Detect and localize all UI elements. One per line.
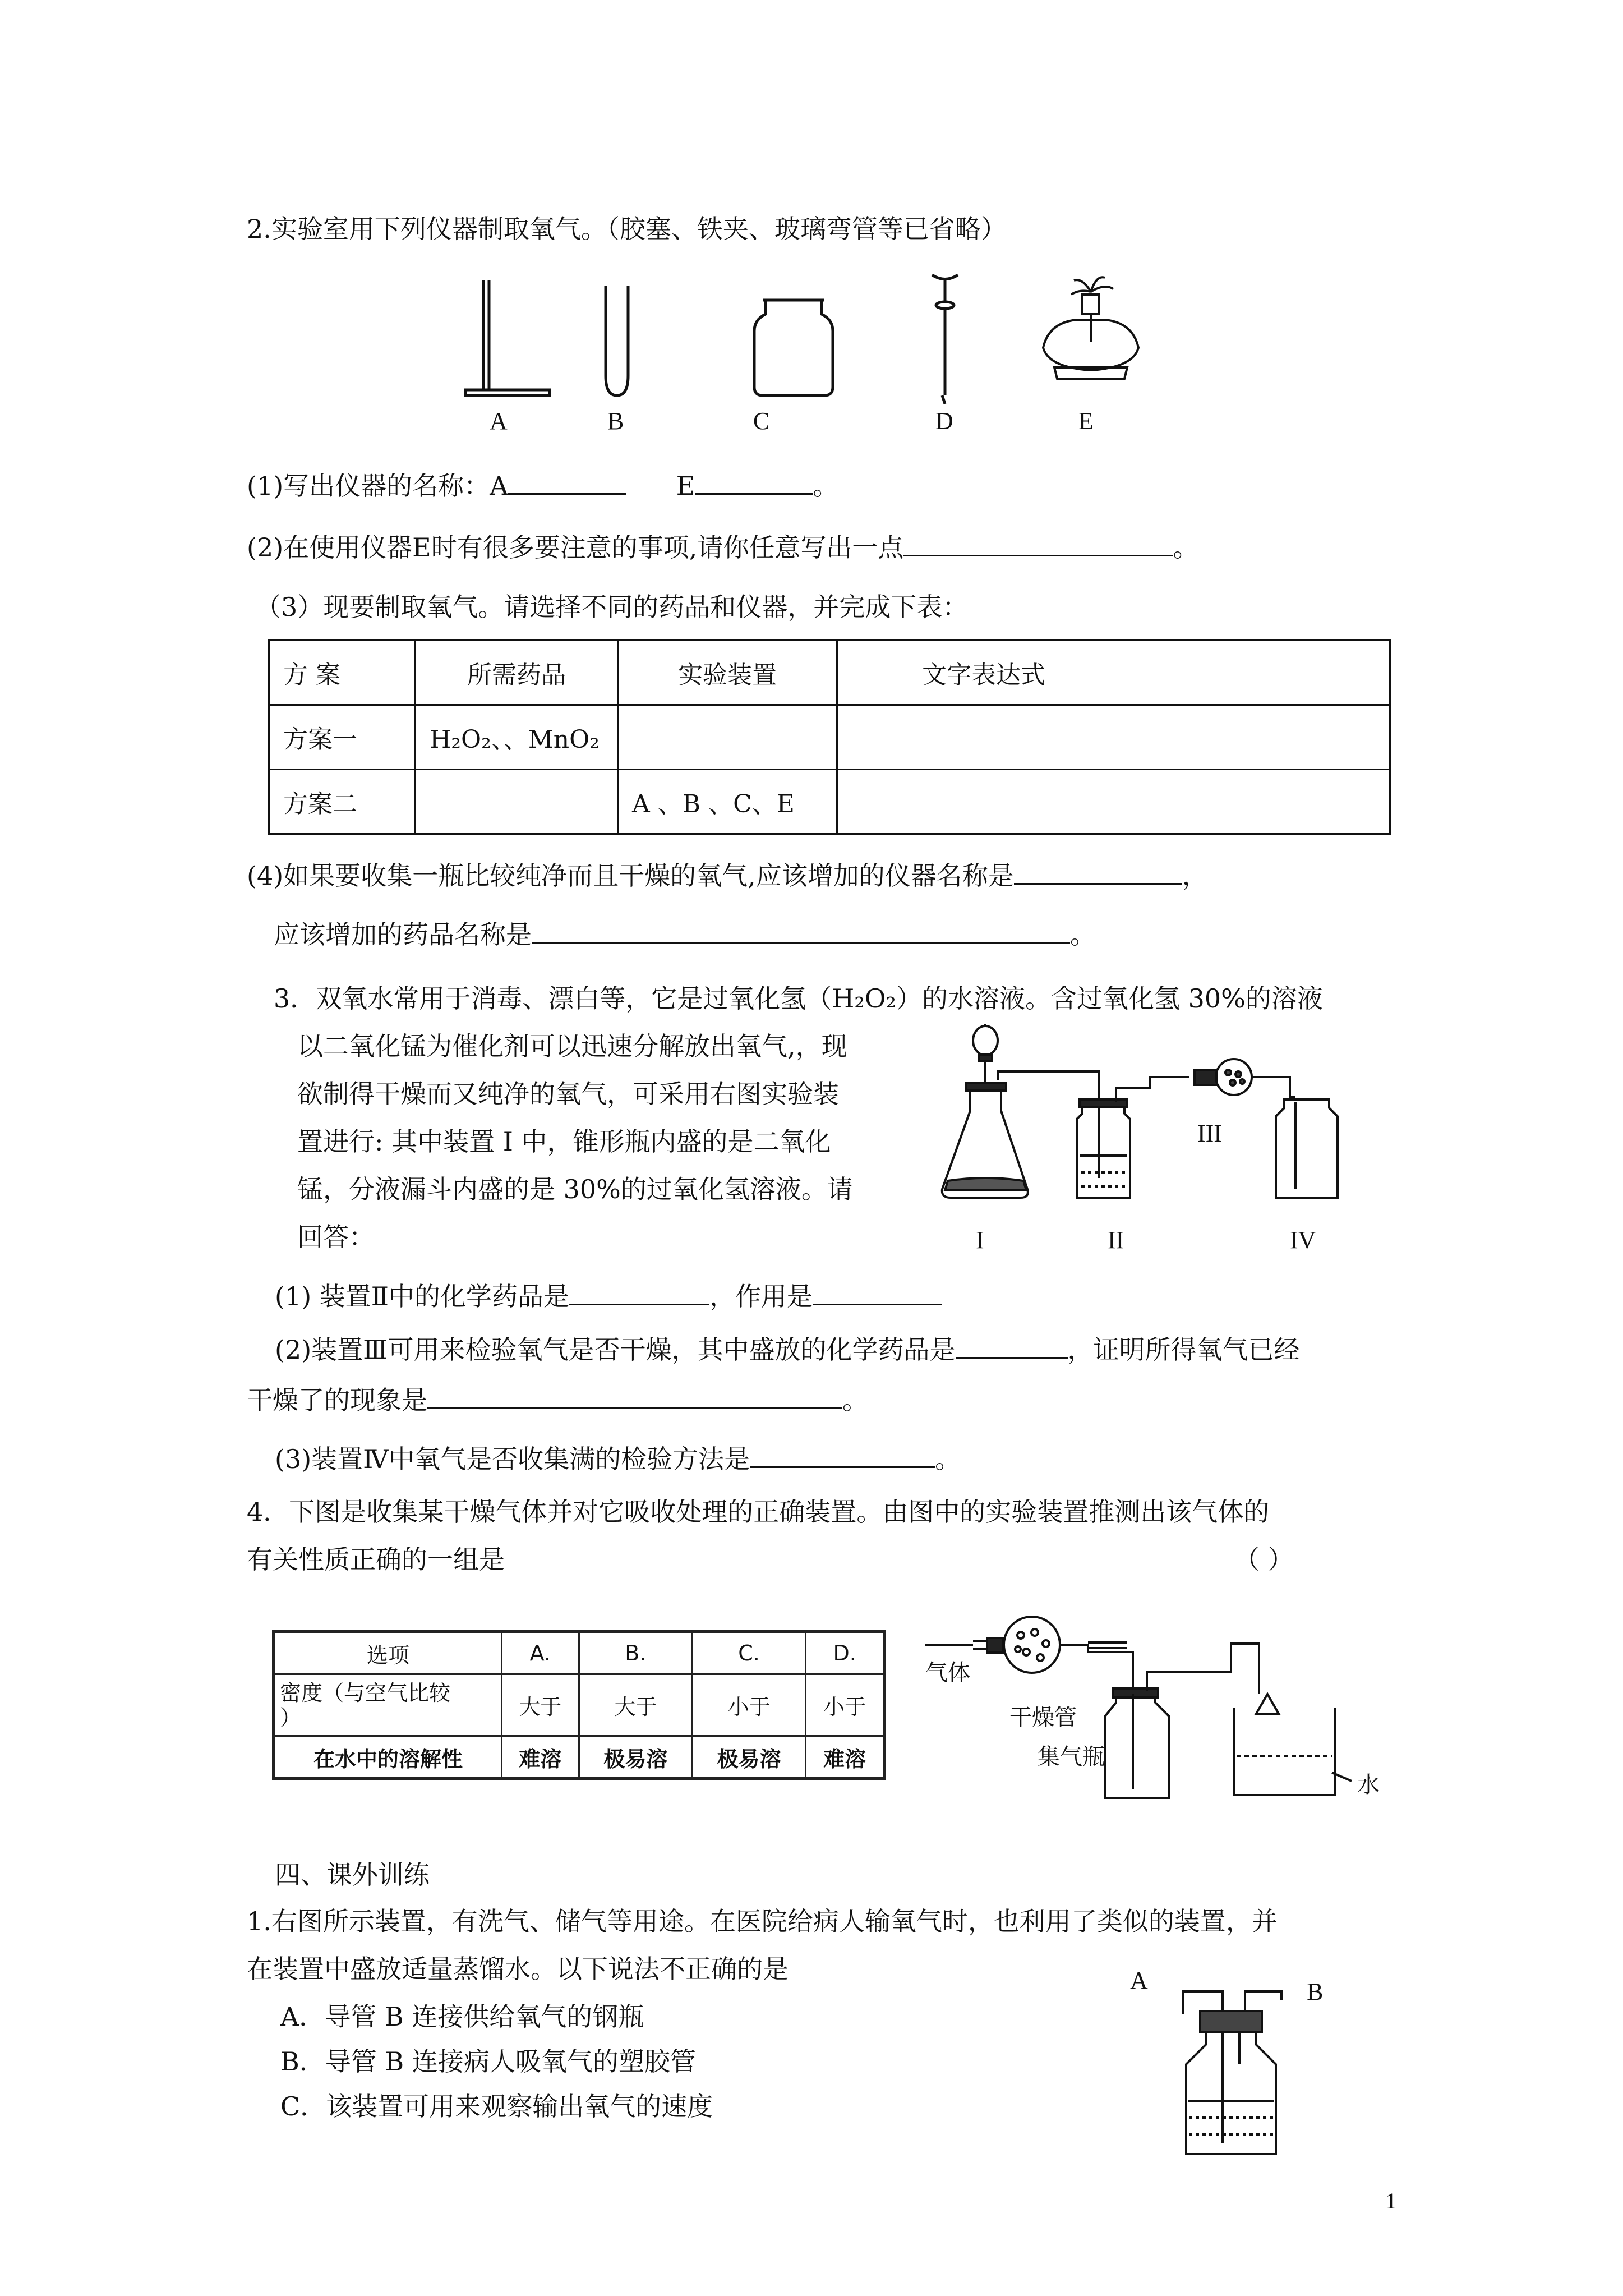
q4-answer-paren[interactable]: （ ） bbox=[1234, 1544, 1294, 1575]
gas-collection-figure bbox=[920, 1610, 1380, 1812]
answer-blank-device3-drug[interactable] bbox=[956, 1332, 1068, 1359]
plan-table bbox=[268, 639, 1391, 835]
answer-blank-drug[interactable] bbox=[532, 917, 1070, 944]
plan-row2-drug[interactable] bbox=[416, 770, 618, 834]
plan-header-formula: 文字表达式 bbox=[837, 641, 1390, 705]
q3-sub3 bbox=[275, 1442, 961, 1476]
q2-part2 bbox=[247, 530, 1198, 564]
q3-sub2-a: (2)装置Ⅲ可用来检验氧气是否干燥，其中盛放的化学药品是 bbox=[275, 1335, 956, 1365]
q3-sub2-c: 干燥了的现象是 bbox=[247, 1385, 427, 1415]
answer-blank-full-check[interactable] bbox=[750, 1442, 935, 1468]
answer-blank-device2-drug[interactable] bbox=[569, 1279, 709, 1305]
bottle-icon bbox=[754, 300, 833, 395]
wash-bottle-label-b: B bbox=[1307, 1978, 1324, 2005]
s4-q1-line1: 1.右图所示装置，有洗气、储气等用途。在医院给病人输氧气时，也利用了类似的装置，并 bbox=[247, 1906, 1278, 1936]
q2-part1-end: 。 bbox=[813, 471, 839, 501]
q2-part4a-end: ， bbox=[1182, 861, 1208, 891]
gas-solubility-b: 极易溶 bbox=[579, 1736, 692, 1779]
q3-sub3-a: (3)装置Ⅳ中氧气是否收集满的检验方法是 bbox=[275, 1444, 750, 1474]
table-row bbox=[269, 641, 1390, 705]
gas-header-d: D. bbox=[806, 1631, 884, 1674]
instrument-label-e: E bbox=[1078, 407, 1094, 435]
plan-row2-device: A 、B 、C、E bbox=[618, 770, 837, 834]
answer-blank-device2-role[interactable] bbox=[813, 1279, 942, 1305]
q4-line2: 有关性质正确的一组是 bbox=[247, 1544, 505, 1575]
gas-header-b: B. bbox=[579, 1631, 692, 1674]
gas-density-a: 大于 bbox=[502, 1674, 579, 1736]
q2-part4b-end: 。 bbox=[1070, 919, 1096, 950]
wash-bottle-label-a: A bbox=[1130, 1967, 1148, 1994]
plan-row1-device[interactable] bbox=[618, 705, 837, 770]
apparatus-label-i: I bbox=[976, 1226, 984, 1254]
q2-part3: （3）现要制取氧气。请选择不同的药品和仪器，并完成下表： bbox=[255, 592, 969, 622]
q2-part2-text: (2)在使用仪器E时有很多要注意的事项,请你任意写出一点 bbox=[247, 532, 904, 563]
apparatus-label-iii: III bbox=[1197, 1120, 1222, 1147]
instrument-label-b: B bbox=[607, 407, 624, 435]
gas-property-table bbox=[272, 1630, 886, 1780]
gas-density-label bbox=[274, 1674, 502, 1736]
answer-blank-e-note[interactable] bbox=[903, 530, 1173, 556]
q3-line1: 3．双氧水常用于消毒、漂白等，它是过氧化氢（H₂O₂）的水溶液。含过氧化氢 30%的溶液 bbox=[274, 983, 1323, 1014]
q3-line3: 欲制得干燥而又纯净的氧气，可采用右图实验装 bbox=[297, 1079, 839, 1109]
q3-sub2-d: 。 bbox=[842, 1385, 868, 1415]
gas-header-a: A. bbox=[502, 1631, 579, 1674]
gas-header-option: 选项 bbox=[274, 1631, 502, 1674]
apparatus-label-iv: IV bbox=[1290, 1226, 1316, 1254]
answer-blank-a[interactable] bbox=[508, 468, 626, 495]
q2-part1-label-a: (1)写出仪器的名称：A bbox=[247, 471, 509, 501]
q2-part4b-text: 应该增加的药品名称是 bbox=[274, 919, 532, 950]
instrument-label-d: D bbox=[935, 407, 953, 435]
q3-sub2-line2 bbox=[247, 1383, 868, 1417]
iron-stand-icon bbox=[465, 280, 550, 395]
q3-sub2-b: ，证明所得氧气已经 bbox=[1067, 1335, 1300, 1365]
section4-title: 四、课外训练 bbox=[275, 1860, 430, 1890]
q3-line4: 置进行: 其中装置 I 中，锥形瓶内盛的是二氧化 bbox=[297, 1126, 831, 1157]
oxygen-apparatus-figure bbox=[931, 1021, 1357, 1257]
plan-row1-formula[interactable] bbox=[837, 705, 1390, 770]
gas-density-c: 小于 bbox=[692, 1674, 805, 1736]
q3-line5: 锰，分液漏斗内盛的是 30%的过氧化氢溶液。请 bbox=[297, 1174, 853, 1204]
alcohol-lamp-icon bbox=[1043, 277, 1138, 379]
answer-blank-dry-phenomenon[interactable] bbox=[427, 1383, 842, 1409]
dryer-label: 干燥管 bbox=[1009, 1705, 1077, 1730]
q3-sub1-a: (1) 装置Ⅱ中的化学药品是 bbox=[275, 1281, 570, 1312]
q2-part2-end: 。 bbox=[1173, 532, 1199, 563]
instrument-label-c: C bbox=[753, 407, 770, 435]
plan-header-scheme: 方 案 bbox=[269, 641, 416, 705]
plan-header-device: 实验装置 bbox=[618, 641, 837, 705]
gas-density-label-end: ） bbox=[280, 1705, 302, 1730]
answer-blank-e[interactable] bbox=[695, 468, 813, 495]
gas-density-label-text: 密度（与空气比较 bbox=[280, 1680, 451, 1705]
q3-sub1-b: ，作用是 bbox=[709, 1281, 813, 1312]
instruments-figure bbox=[437, 269, 1166, 460]
gas-solubility-label: 在水中的溶解性 bbox=[274, 1736, 502, 1779]
table-row bbox=[274, 1736, 884, 1779]
option-c[interactable]: C．该装置可用来观察输出氧气的速度 bbox=[280, 2091, 713, 2122]
q3-sub1 bbox=[275, 1279, 942, 1313]
table-row bbox=[274, 1631, 884, 1674]
q3-line2: 以二氧化锰为催化剂可以迅速分解放出氧气,，现 bbox=[297, 1031, 847, 1061]
option-a[interactable]: A．导管 B 连接供给氧气的钢瓶 bbox=[280, 2001, 644, 2032]
combustion-spoon-icon bbox=[932, 275, 958, 404]
gas-solubility-d: 难溶 bbox=[806, 1736, 884, 1779]
water-label: 水 bbox=[1357, 1772, 1380, 1797]
apparatus-label-ii: II bbox=[1108, 1226, 1124, 1254]
gas-solubility-c: 极易溶 bbox=[692, 1736, 805, 1779]
q2-part4b bbox=[274, 917, 1096, 951]
q2-part4a bbox=[247, 858, 1208, 892]
s4-q1-line2: 在装置中盛放适量蒸馏水。以下说法不正确的是 bbox=[247, 1954, 789, 1984]
gas-density-d: 小于 bbox=[806, 1674, 884, 1736]
q3-sub2 bbox=[275, 1332, 1300, 1366]
instrument-label-a: A bbox=[490, 407, 508, 435]
wash-bottle-figure bbox=[1161, 1980, 1307, 2165]
plan-row2-name: 方案二 bbox=[269, 770, 416, 834]
test-tube-icon bbox=[606, 286, 628, 395]
page-number: 1 bbox=[1385, 2188, 1396, 2214]
bottle-label: 集气瓶 bbox=[1038, 1744, 1105, 1769]
q2-part1 bbox=[247, 468, 838, 503]
q4-line1: 4．下图是收集某干燥气体并对它吸收处理的正确装置。由图中的实验装置推测出该气体的 bbox=[247, 1497, 1270, 1527]
table-row bbox=[274, 1674, 884, 1736]
q2-part1-label-e: E bbox=[676, 471, 695, 501]
table-row bbox=[269, 770, 1390, 834]
q2-title: 2.实验室用下列仪器制取氧气。（胶塞、铁夹、玻璃弯管等已省略） bbox=[247, 214, 1007, 244]
plan-row2-formula[interactable] bbox=[837, 770, 1390, 834]
gas-solubility-a: 难溶 bbox=[502, 1736, 579, 1779]
q3-sub3-b: 。 bbox=[935, 1444, 961, 1474]
answer-blank-instrument[interactable] bbox=[1014, 858, 1182, 885]
plan-row1-drug: H₂O₂、、MnO₂ bbox=[416, 705, 618, 770]
plan-row1-name: 方案一 bbox=[269, 705, 416, 770]
q2-part4a-text: (4)如果要收集一瓶比较纯净而且干燥的氧气,应该增加的仪器名称是 bbox=[247, 861, 1014, 891]
gas-header-c: C. bbox=[692, 1631, 805, 1674]
plan-header-drug: 所需药品 bbox=[416, 641, 618, 705]
option-b[interactable]: B．导管 B 连接病人吸氧气的塑胶管 bbox=[280, 2046, 696, 2077]
gas-density-b: 大于 bbox=[579, 1674, 692, 1736]
table-row bbox=[269, 705, 1390, 770]
q3-line6: 回答： bbox=[297, 1222, 375, 1252]
gas-label: 气体 bbox=[925, 1660, 970, 1685]
